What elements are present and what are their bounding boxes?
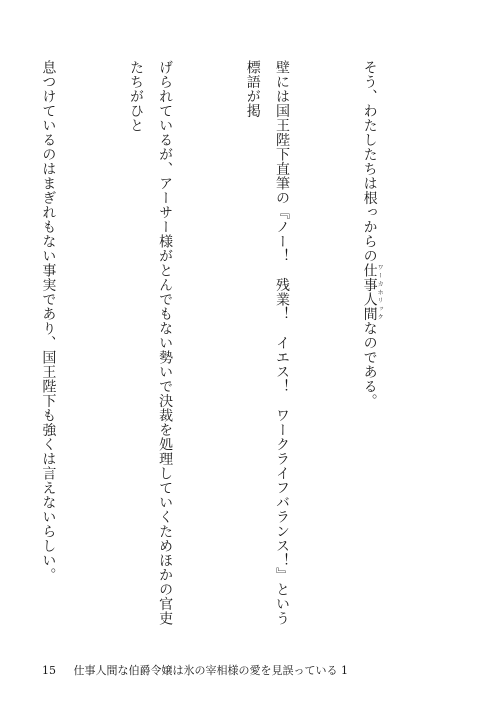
running-title: 仕事人間な伯爵令嬢は氷の宰相様の愛を見誤っている 1 xyxy=(73,664,348,677)
text-line: そう、わたしたちは根っからの仕事人間ワーカホリックなのである。 xyxy=(361,60,384,408)
text-line: 息つけているのはまぎれもない事実であり、国王陛下も強くは言えないらしい。 xyxy=(40,60,57,582)
text-line: げられているが、アーサー様がとんでもない勢いで決裁を処理していくためほかの官吏たちがひと xyxy=(127,60,174,626)
text-line: 壁には国王陛下直筆の『ノー！ 残業！ イエス！ ワークライフバランス！』という標語が掲 xyxy=(244,60,290,626)
ruby-annotation: 仕事人間ワーカホリック xyxy=(361,263,384,321)
page-footer xyxy=(42,662,348,678)
page-number: 15 xyxy=(42,664,56,677)
body-text xyxy=(40,60,442,638)
